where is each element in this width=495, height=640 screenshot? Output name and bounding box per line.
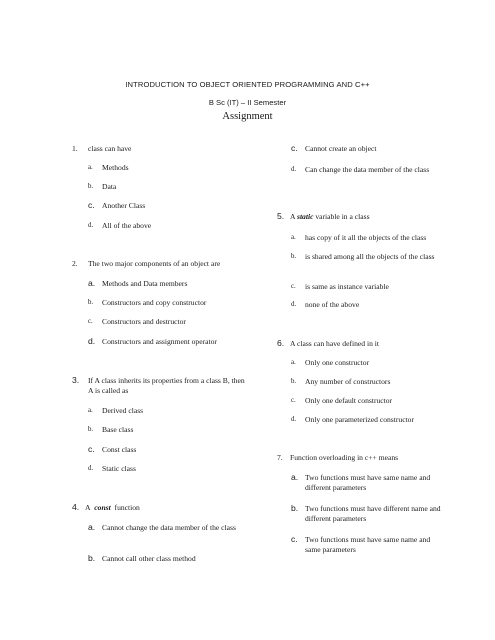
option-text: Constructors and assignment operator: [102, 337, 217, 346]
option-text: Two functions must have different name and different parameters: [305, 504, 441, 523]
option-letter: d.: [88, 336, 96, 346]
option-letter: a.: [88, 278, 96, 288]
question-text: [290, 212, 450, 222]
page-title: Assignment: [222, 111, 273, 122]
option-letter: d.: [88, 222, 94, 229]
keyword-static: static: [296, 212, 314, 221]
option-letter: c.: [291, 143, 298, 153]
option-letter: c.: [88, 444, 95, 454]
option-letter: a.: [291, 234, 296, 241]
program-subtitle: B Sc (IT) – II Semester: [208, 98, 287, 107]
question-number: 6.: [277, 338, 285, 348]
option-letter: d.: [291, 301, 297, 308]
question-text-tail: variable in a class: [315, 212, 370, 221]
option-text: Two functions must have same name and same parameters: [305, 535, 431, 554]
option-text: Only one default constructor: [305, 396, 393, 405]
option-letter: b.: [88, 553, 96, 563]
option-letter: b.: [88, 426, 94, 433]
option-text: Any number of constructors: [305, 377, 391, 386]
option-letter: d.: [291, 166, 297, 173]
question-number: 5.: [277, 211, 285, 221]
question-number: 7.: [277, 453, 283, 462]
option-letter: d.: [291, 416, 297, 423]
option-letter: c.: [88, 200, 95, 210]
question-text: The two major components of an object are: [88, 259, 221, 268]
option-text: is same as instance variable: [305, 282, 389, 291]
question-text-lead: A: [85, 503, 91, 512]
question-number: 2.: [72, 259, 78, 268]
option-letter: c.: [291, 283, 296, 290]
question-text-tail: function: [114, 503, 140, 512]
option-letter: a.: [88, 164, 93, 171]
option-text: Static class: [102, 464, 136, 473]
question-text: class can have: [88, 144, 132, 153]
option-letter: c.: [291, 397, 296, 404]
option-text: is shared among all the objects of the class: [305, 252, 435, 261]
question-number: 3.: [72, 375, 80, 385]
question-text: If A class inherits its properties from a class B, then A is called as: [88, 376, 245, 395]
option-text: Only one parameterized constructor: [305, 415, 415, 424]
option-text: none of the above: [305, 300, 360, 309]
option-letter: b.: [88, 299, 94, 306]
option-letter: b.: [291, 253, 297, 260]
option-text: Cannot create an object: [305, 144, 377, 153]
option-text: Derived class: [102, 406, 144, 415]
question-number: 4.: [72, 502, 80, 512]
option-text: Constructors and copy constructor: [102, 298, 207, 307]
option-text: has copy of it all the objects of the class: [305, 233, 427, 242]
option-text: Only one constructor: [305, 358, 370, 367]
question-text: A class can have defined in it: [290, 339, 379, 348]
option-letter: b.: [291, 503, 299, 513]
option-text: Methods and Data members: [102, 279, 188, 288]
option-letter: a.: [291, 359, 296, 366]
option-letter: c.: [88, 318, 93, 325]
question-number: 1.: [72, 144, 78, 153]
option-text: All of the above: [102, 221, 152, 230]
option-text: Can change the data member of the class: [305, 165, 430, 174]
option-letter: b.: [291, 378, 297, 385]
option-letter: a.: [88, 522, 96, 532]
option-letter: a.: [291, 472, 299, 482]
option-text: Another Class: [102, 201, 146, 210]
option-text: Constructors and destructor: [102, 317, 186, 326]
option-text: Base class: [102, 425, 134, 434]
option-letter: c.: [291, 534, 298, 544]
option-letter: d.: [88, 465, 94, 472]
course-title: INTRODUCTION TO OBJECT ORIENTED PROGRAMMING AND C++: [125, 80, 370, 89]
keyword-const: const: [94, 503, 111, 512]
question-text: Function overloading in c++ means: [290, 453, 399, 462]
option-letter: a.: [88, 407, 93, 414]
option-text: Two functions must have same name and different parameters: [305, 473, 431, 492]
question-text-lead: A: [290, 212, 296, 221]
option-text: Cannot change the data member of the class: [102, 523, 236, 532]
option-letter: b.: [88, 183, 94, 190]
option-text: Methods: [102, 163, 129, 172]
option-text: Const class: [102, 445, 137, 454]
question-text: [85, 503, 245, 513]
option-text: Data: [102, 182, 117, 191]
option-text: Cannot call other class method: [102, 554, 196, 563]
